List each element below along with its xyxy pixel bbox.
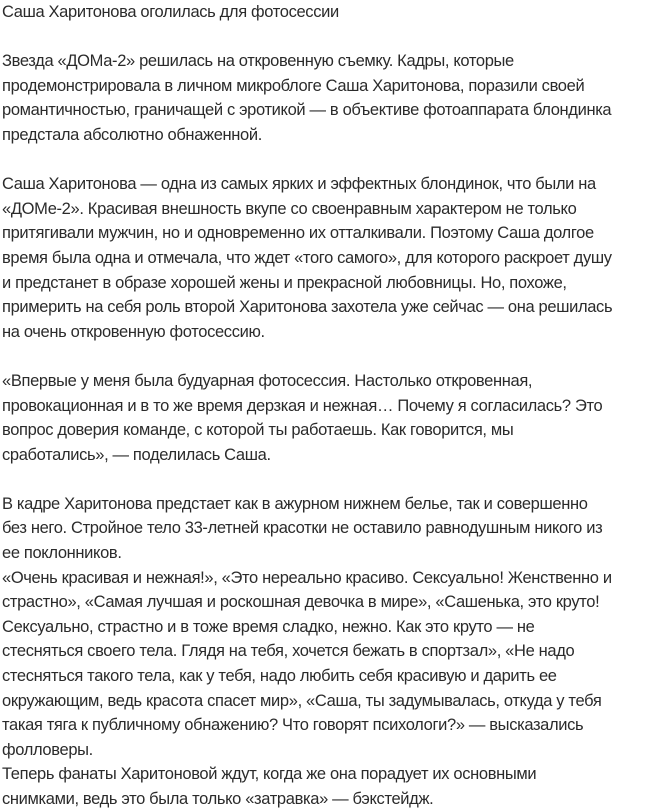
article-body bbox=[2, 49, 670, 811]
paragraph-line: провокационная и в то же время дерзкая и нежная… Почему я согласилась? Это bbox=[2, 396, 603, 415]
paragraph-line: «Очень красивая и нежная!», «Это нереально красиво. Сексуально! Женственно и bbox=[2, 568, 612, 587]
paragraph-line: В кадре Харитонова предстает как в ажурном нижнем белье, так и совершенно bbox=[2, 494, 588, 513]
article-paragraph bbox=[2, 172, 670, 344]
paragraph-line: «ДОМе-2». Красивая внешность вкупе со своенравным характером не только bbox=[2, 199, 577, 218]
article-title: Саша Харитонова оголилась для фотосессии bbox=[2, 3, 339, 21]
paragraph-gap bbox=[2, 344, 670, 369]
article-paragraph bbox=[2, 49, 670, 147]
paragraph-line: такая тяга к публичному обнажению? Что говорят психологи?» — высказались bbox=[2, 716, 584, 735]
paragraph-gap bbox=[2, 467, 670, 492]
paragraph-line: окружающим, ведь красота спасет мир», «Саша, ты задумывалась, откуда у тебя bbox=[2, 691, 602, 710]
paragraph-line: ее поклонников. bbox=[2, 544, 122, 563]
paragraph-line: и предстанет в образе хорошей жены и прекрасной любовницы. Но, похоже, bbox=[2, 273, 567, 292]
paragraph-line: страстно», «Самая лучшая и роскошная девочка в мире», «Сашенька, это круто! bbox=[2, 593, 600, 612]
paragraph-line: сработались», — поделилась Саша. bbox=[2, 445, 271, 464]
paragraph-line: «Впервые у меня была будуарная фотосессия. Настолько откровенная, bbox=[2, 371, 533, 390]
paragraph-line: романтичностью, граничащей с эротикой — в объективе фотоаппарата блондинка bbox=[2, 101, 612, 120]
paragraph-line: Саша Харитонова — одна из самых ярких и эффектных блондинок, что были на bbox=[2, 175, 596, 194]
paragraph-line: на очень откровенную фотосессию. bbox=[2, 322, 265, 341]
paragraph-line: без него. Стройное тело 33-летней красотки не оставило равнодушным никого из bbox=[2, 519, 603, 538]
paragraph-gap bbox=[2, 148, 670, 173]
paragraph-line: предстала абсолютно обнаженной. bbox=[2, 125, 262, 144]
paragraph-line: Теперь фанаты Харитоновой ждут, когда же она порадует их основными bbox=[2, 765, 537, 784]
paragraph-gap bbox=[2, 25, 670, 50]
paragraph-line: время была одна и отмечала, что ждет «того самого», для которого раскроет душу bbox=[2, 248, 612, 267]
paragraph-line: вопрос доверия команде, с которой ты работаешь. Как говорится, мы bbox=[2, 421, 514, 440]
paragraph-line: притягивали мужчин, но и одновременно их отталкивали. Поэтому Саша долгое bbox=[2, 224, 594, 243]
paragraph-line: стесняться такого тела, как у тебя, надо любить себя красивую и дарить ее bbox=[2, 667, 557, 686]
article-paragraph bbox=[2, 492, 670, 812]
paragraph-line: фолловеры. bbox=[2, 740, 93, 759]
paragraph-line: Сексуально, страстно и в тоже время сладко, нежно. Как это круто — не bbox=[2, 617, 535, 636]
paragraph-line: Звезда «ДОМа-2» решилась на откровенную съемку. Кадры, которые bbox=[2, 52, 514, 71]
paragraph-line: снимками, ведь это была только «затравка» — бэкстейдж. bbox=[2, 790, 434, 808]
paragraph-line: примерить на себя роль второй Харитонова захотела уже сейчас — она решилась bbox=[2, 298, 613, 317]
article-paragraph bbox=[2, 369, 670, 467]
paragraph-line: стесняться своего тела. Глядя на тебя, хочется бежать в спортзал», «Не надо bbox=[2, 642, 575, 661]
paragraph-line: продемонстрировала в личном микроблоге Саша Харитонова, поразили своей bbox=[2, 76, 585, 95]
